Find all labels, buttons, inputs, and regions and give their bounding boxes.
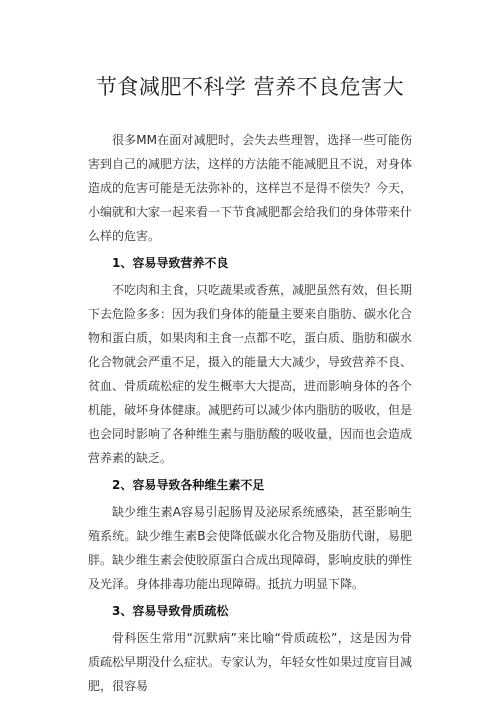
section-body-1: 不吃肉和主食，只吃蔬果或香蕉，减肥虽然有效，但长期下去危险多多：因为我们身体的能量主要来自脂肪、碳水化合物和蛋白质，如果肉和主食一点都不吃，蛋白质、脂肪和碳水化合物就会严重不足，摄入的能量大大减少，导致营养不良、贫血、骨质疏松症的发生概率大大提高，进而影响身体的各个机能，破坏身体健康。减肥药可以减少体内脂肪的吸收，但是也会同时影响了各种维生素与脂肪酸的吸收量，因而也会造成营养素的缺乏。 <box>88 283 413 465</box>
document-title: 节食减肥不科学 营养不良危害大 <box>95 75 405 99</box>
section-body-3: 骨科医生常用“沉默病”来比喻“骨质疏松”，这是因为骨质疏松早期没什么症状。专家认为，年轻女性如果过度盲目减肥，很容易 <box>88 631 413 693</box>
intro-paragraph: 很多MM在面对减肥时，会失去些理智，选择一些可能伤害到自己的减肥方法，这样的方法能不能减肥且不说，对身体造成的危害可能是无法弥补的，这样岂不是得不偿失？今天，小编就和大家一起来看一下节食减肥都会给我们的身体带来什么样的危害。 <box>88 133 413 243</box>
section-heading-2: 2、容易导致各种维生素不足 <box>112 478 265 492</box>
section-body-2: 缺少维生素A容易引起肠胃及泌尿系统感染，甚至影响生殖系统。缺少维生素B会使降低碳水化合物及脂肪代谢，易肥胖。缺少维生素会使胶原蛋白合成出现障碍，影响皮肤的弹性及光泽。身体排毒功能出现障碍。抵抗力明显下降。 <box>88 505 413 591</box>
section-heading-3: 3、容易导致骨质疏松 <box>112 604 229 618</box>
section-heading-1: 1、容易导致营养不良 <box>112 256 229 270</box>
